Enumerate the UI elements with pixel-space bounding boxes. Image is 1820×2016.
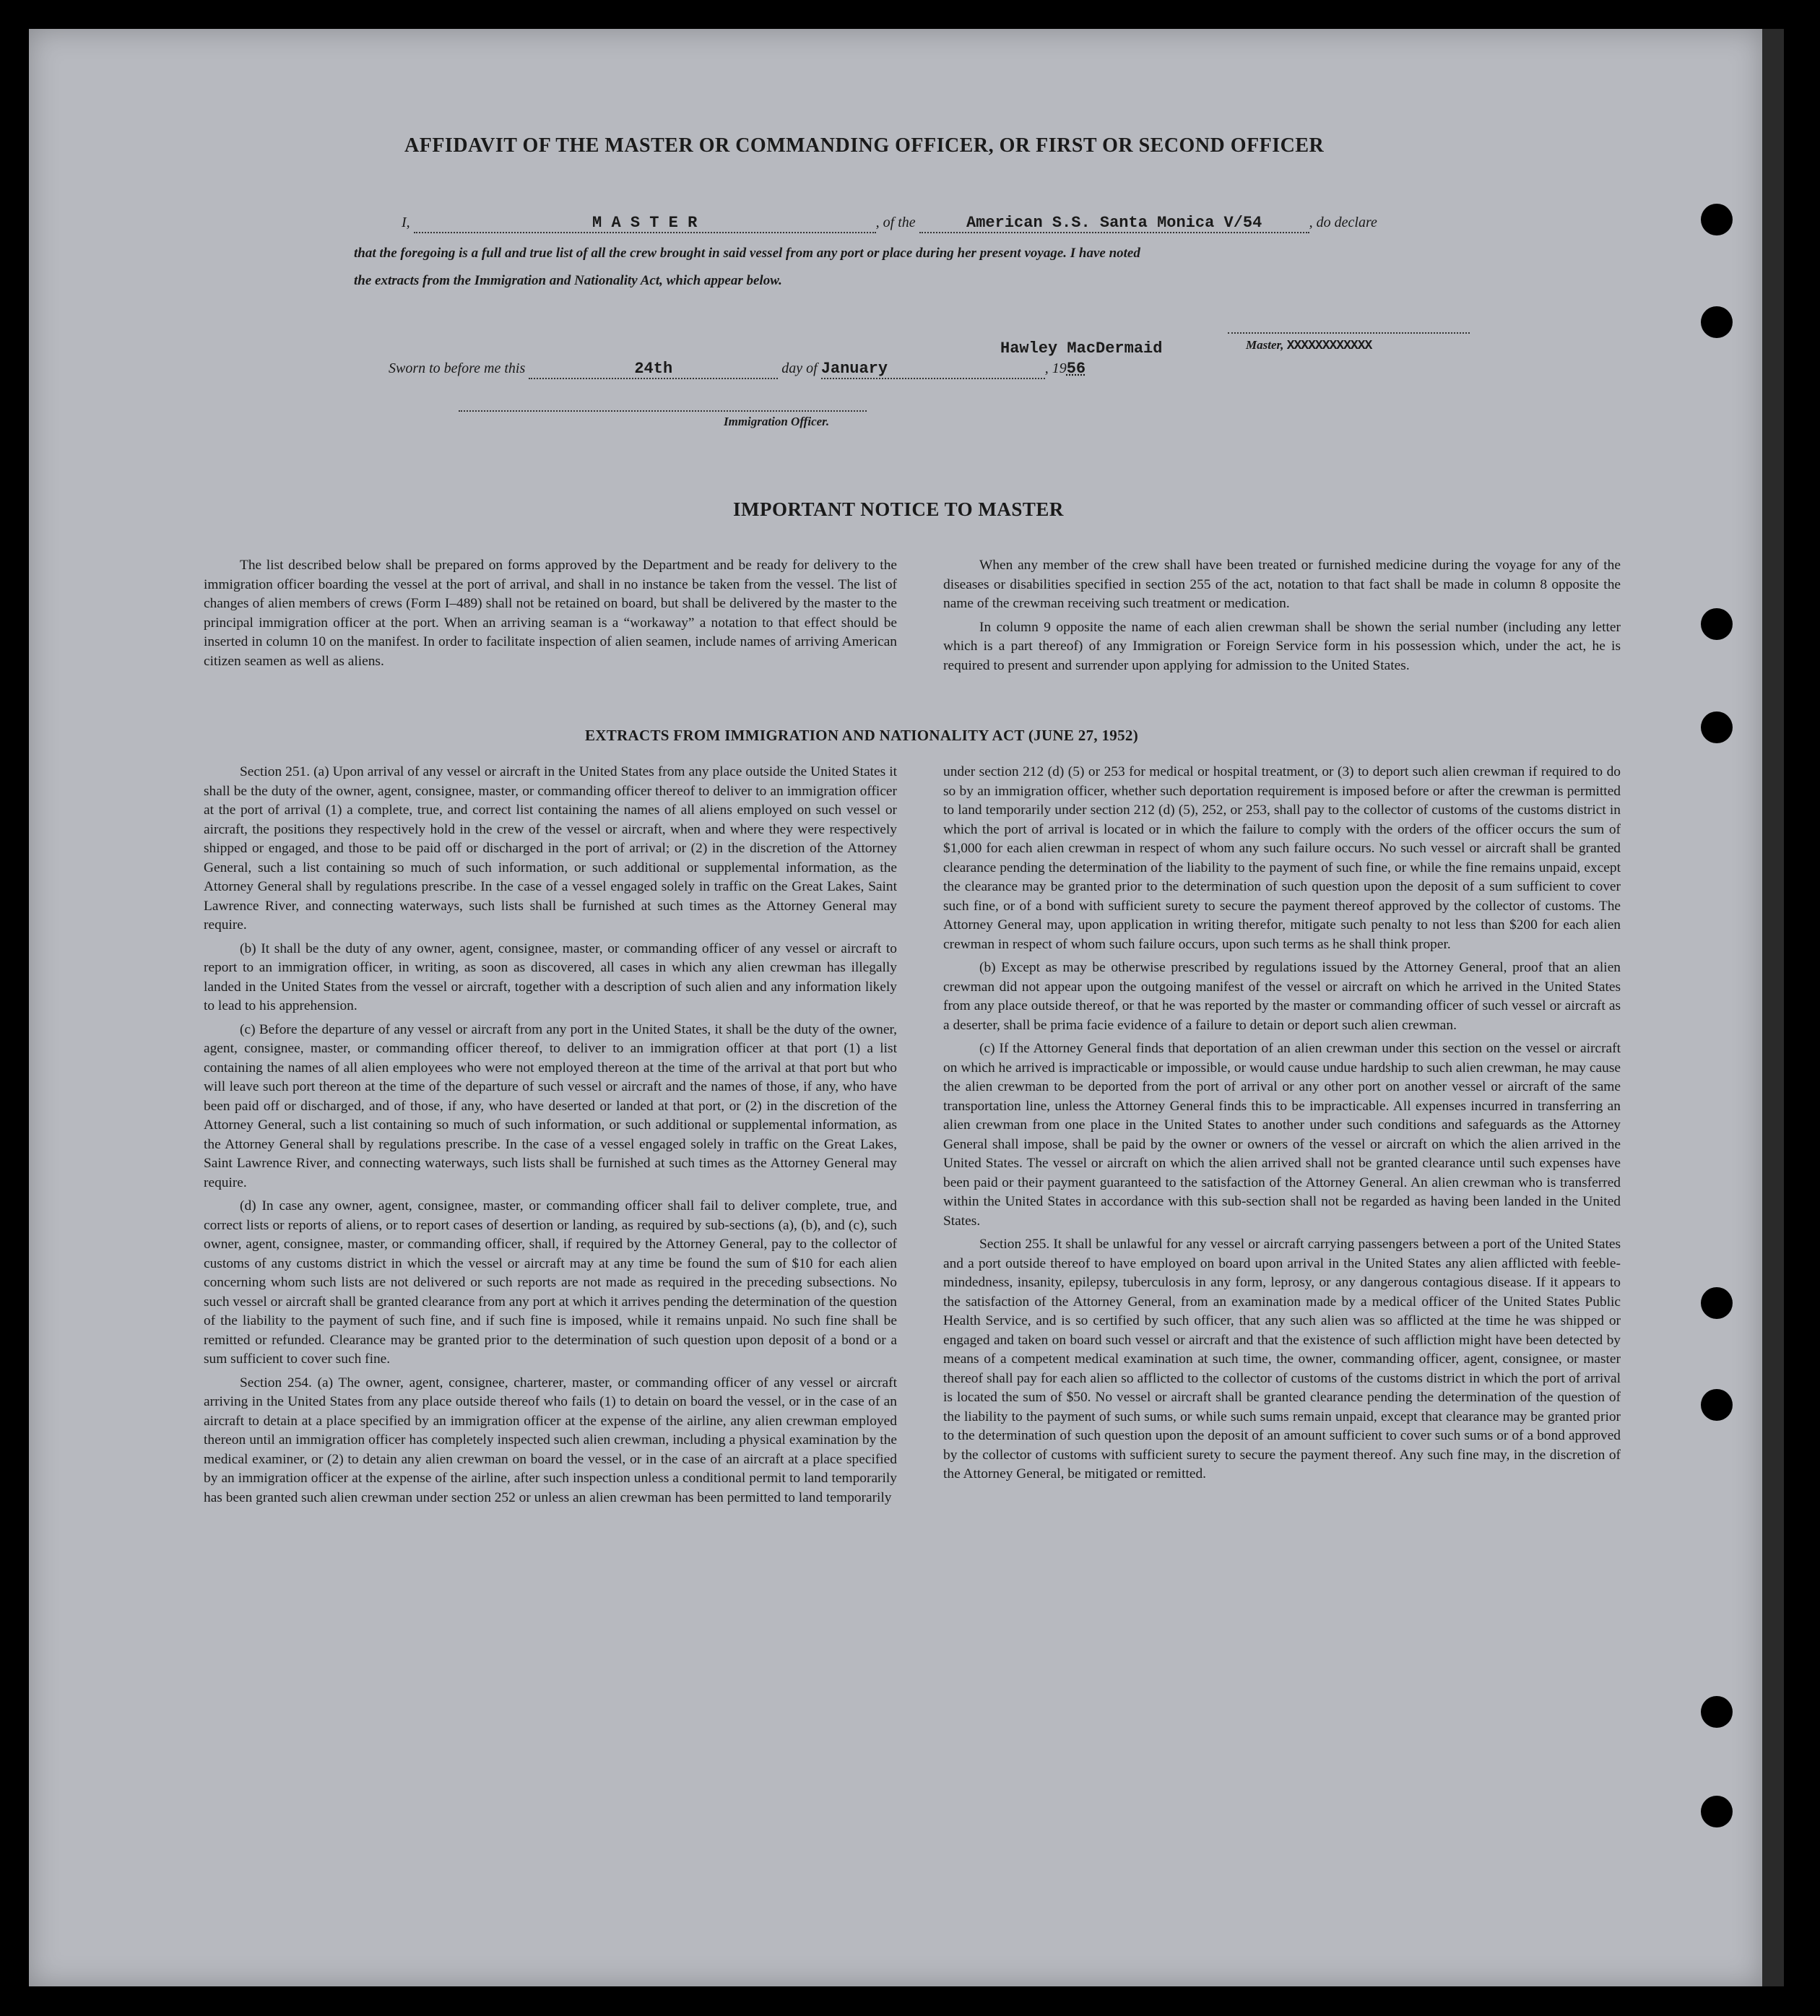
month-field (821, 360, 1045, 379)
section-paragraph: Section 255. It shall be unlawful for any vessel or aircraft carrying passengers between a port of the United States and a port outside thereof to have employed on board upon arrival in the United States any alien afflicted with feeble-mindedness, insanity, epilepsy, tuberculosis in any form, leprosy, or any dangerous contagious disease. If it appears to the satisfaction of the Attorney General, from an examination made by a medical officer of the United States Public Health Service, and is so certified by such officer, that any such alien was so afflicted at the time he was shipped or engaged and taken on board such vessel or aircraft and that the existence of such affliction might have been detected by means of a competent medical examination at such time, the owner, commanding officer, agent, consignee, or master thereof shall pay for each alien so afflicted to the collector of customs of the customs district in which the port of arrival is located the sum of $50. No vessel or aircraft shall be granted clearance pending the determination of the question of the liability to the payment of such sums, or while such sums remain unpaid, except that clearance may be granted prior to the determination of such question upon the deposit of an amount sufficient to cover such sums or of a bond approved by the collector of customs with sufficient surety to secure the payment thereof. Any such fine may, in the discretion of the Attorney General, be mitigated or remitted. (943, 1237, 1621, 1481)
signer-name-group (1000, 339, 1162, 358)
extracts-title: EXTRACTS FROM IMMIGRATION AND NATIONALITY ACT (JUNE 27, 1952) (585, 727, 1138, 744)
notice-paragraph: When any member of the crew shall have been treated or furnished medicine during the voyage for any of the diseases or disabilities specified in section 255 of the act, notation to that fact shall be made in column 8 opposite the name of the crewman receiving such treatment or medication. (943, 558, 1621, 611)
notice-title: IMPORTANT NOTICE TO MASTER (733, 498, 1064, 520)
declaration-text-1: that the foregoing is a full and true list of all the crew brought in said vessel from any port or place during her present voyage. I have noted (354, 246, 1140, 261)
binder-hole (1701, 1287, 1733, 1319)
officer-field (414, 214, 876, 233)
section-paragraph: (b) It shall be the duty of any owner, agent, consignee, master, or commanding officer of any vessel or aircraft to report to an immigration officer, in writing, as soon as discovered, all cases in which any alien crewman has illegally landed in the United States from the vessel or aircraft, together with a description of such alien and any information likely to lead to his apprehension. (204, 940, 897, 1013)
signer-name: Hawley MacDermaid (1000, 339, 1163, 358)
binder-hole (1701, 1389, 1733, 1421)
declaration-line (402, 214, 1377, 233)
notice-paragraph: The list described below shall be prepared on forms approved by the Department and be ready for delivery to the immigration officer boarding the vessel at the port of arrival, and shall in no instance be taken from the vessel. The list of changes of alien members of crews (Form I–489) shall not be retained on board, but shall be delivered by the master to the principal immigration officer at the port. When an arriving seaman is a “workaway” a notation to that effect should be inserted in column 10 on the manifest. In order to facilitate inspection of alien seamen, include names of arriving American citizen seamen as well as aliens. (204, 558, 897, 669)
vessel-field (919, 214, 1309, 233)
day-of-label: day of (781, 360, 818, 376)
declaration-text-2: the extracts from the Immigration and Nationality Act, which appear below. (354, 273, 782, 288)
officer-caption: Immigration Officer. (724, 415, 830, 428)
officer-value: M A S T E R (592, 214, 698, 232)
day-value: 24th (634, 360, 673, 378)
of-the-label: , of the (875, 215, 916, 230)
vessel-value: American S.S. Santa Monica V/54 (966, 214, 1262, 232)
section-paragraph: (c) Before the departure of any vessel or aircraft from any port in the United States, it shall be the duty of the owner, agent, consignee, master, or commanding officer thereof, to deliver to an immigration officer at that port (1) a list containing the names of all alien employees who were not employed thereon at the time of the arrival at that port but who will leave such port thereon at the time of the departure of such vessel or aircraft and the names of those, if any, who have been paid off or discharged, and of those, if any, who have deserted or landed at that port, or (2) in the discretion of the Attorney General, such a list containing so much of such information, or such additional or supplemental information, as the Attorney General shall by regulations prescribe. In the case of a vessel engaged solely in traffic on the Great Lakes, Saint Lawrence River, and connecting waterways, such lists shall be furnished at such times as the Attorney General may require. (204, 1021, 897, 1190)
extracts-right-column (943, 763, 1621, 1489)
binder-hole (1701, 204, 1733, 235)
sworn-line (389, 360, 1086, 379)
section-paragraph: under section 212 (d) (5) or 253 for medical or hospital treatment, or (3) to deport such alien crewman if required to do so by an immigration officer, whether such deportation requirement is imposed before or after the crewman is permitted to land temporarily under section 212 (d) (5), 252, or 253, shall pay to the collector of customs of the customs district in which the port of arrival is located or in which the failure to comply with the orders of the officer occurs the sum of $1,000 for each alien crewman in respect of whom any such failure occurs. No such vessel or aircraft shall be granted clearance pending the determination of the liability to the payment of such fine, or while the fine remains unpaid, except the clearance may be granted prior to the determination of such question upon the deposit of a sum sufficient to cover such fine, or of a bond with sufficient surety to secure the payment thereof approved by the collector of customs. The Attorney General may, upon application in writing therefor, mitigate such penalty to not less than $200 for each alien crewman in respect of whom such failure occurs, upon such terms as he shall think proper. (943, 764, 1621, 952)
sworn-label: Sworn to before me this (389, 360, 526, 376)
master-struck-text: XXXXXXXXXXXX (1286, 339, 1372, 353)
i-label: I, (402, 215, 410, 230)
day-field (529, 360, 778, 379)
master-signature-line (1228, 332, 1470, 334)
affidavit-title: AFFIDAVIT OF THE MASTER OR COMMANDING OFFICER, OR FIRST OR SECOND OFFICER (404, 134, 1325, 157)
section-paragraph: (d) In case any owner, agent, consignee, master, or commanding officer shall fail to deliver complete, true, and correct lists or reports of aliens, or to report cases of desertion or landing, as required by sub-sections (a), (b), and (c), such owner, agent, consignee, master, or commanding officer, shall, if required by the Attorney General, pay to the collector of customs of any customs district in which the vessel or aircraft may at any time be found the sum of $10 for each alien concerning whom such lists are not delivered or such reports are not made as required in the preceding subsections. No such vessel or aircraft shall be granted clearance from any port at which it arrives pending the determination of the question of the liability to the payment of such fine, and if such fine is imposed, while it remains unpaid. No such fine shall be remitted or refunded. Clearance may be granted prior to the determination of such question upon deposit of a bond or a sum sufficient to cover such fine. (204, 1198, 897, 1367)
extracts-left-column (204, 763, 897, 1512)
notice-paragraph: In column 9 opposite the name of each alien crewman shall be shown the serial number (including any letter which is a part thereof) of any Immigration or Foreign Service form in his possession which, under the act, he is required to present and surrender upon applying for admission to the United States. (943, 619, 1621, 673)
page-edge (1762, 29, 1784, 1986)
binder-hole (1701, 1696, 1733, 1728)
year-prefix: , 19 (1044, 360, 1067, 376)
do-declare-label: , do declare (1309, 215, 1377, 230)
binder-hole (1701, 306, 1733, 338)
binder-hole (1701, 711, 1733, 743)
binder-hole (1701, 608, 1733, 640)
section-paragraph: Section 254. (a) The owner, agent, consignee, charterer, master, or commanding officer of any vessel or aircraft arriving in the United States from any place outside thereof who fails (1) to detain on board the vessel, or in the case of an aircraft to detain at a place specified by an immigration officer at the expense of the airline, any alien crewman employed thereon until an immigration officer has completely inspected such alien crewman, including a physical examination by the medical examiner, or (2) to detain any alien crewman on board the vessel, or in the case of an aircraft at a place specified by an immigration officer at the expense of the airline, after such inspection unless a conditional permit to land temporarily has been granted such alien crewman under section 252 or unless an alien crewman has been permitted to land temporarily (204, 1375, 897, 1505)
month-value: January (820, 360, 888, 378)
officer-signature-line (459, 410, 867, 412)
notice-left-column (204, 556, 897, 675)
notice-right-column (943, 556, 1621, 680)
year-value: 56 (1066, 360, 1086, 378)
section-paragraph: Section 251. (a) Upon arrival of any vessel or aircraft in the United States from any place outside the United States it shall be the duty of the owner, agent, consignee, master, or commanding officer thereof to deliver to an immigration officer at the port of arrival (1) a complete, true, and correct list containing the names of all aliens employed on such vessel or aircraft, the positions they respectively hold in the crew of the vessel or aircraft, when and where they were respectively shipped or engaged, and those to be paid off or discharged in the port of arrival; or (2) in the discretion of the Attorney General, such a list containing so much of such information, or such additional or supplemental information, as the Attorney General shall by regulations prescribe. In the case of a vessel engaged solely in traffic on the Great Lakes, Saint Lawrence River, and connecting waterways, such lists shall be furnished at such times as the Attorney General may require. (204, 764, 897, 933)
master-label: Master, (1246, 338, 1284, 352)
binder-hole (1701, 1796, 1733, 1827)
master-label-group (1246, 338, 1372, 353)
section-paragraph: (c) If the Attorney General finds that deportation of an alien crewman under this section on the vessel or aircraft on which he arrived is impracticable or impossible, or would cause undue hardship to such alien crewman, he may cause the alien crewman to be deported from the port of arrival or any other port on another vessel or aircraft of the same transportation line, unless the Attorney General finds this to be impracticable. All expenses incurred in transferring an alien crewman from one place in the United States to another under such conditions and safeguards as the Attorney General shall impose, shall be paid by the owner or owners of the vessel or aircraft on which the alien arrived in the United States. The vessel or aircraft on which the alien arrived shall not be granted clearance until such expenses have been paid or their payment guaranteed to the satisfaction of the Attorney General. An alien crewman who is transferred within the United States in accordance with this sub-section shall not be regarded as having been landed in the United States. (943, 1041, 1621, 1229)
section-paragraph: (b) Except as may be otherwise prescribed by regulations issued by the Attorney General, proof that an alien crewman did not appear upon the outgoing manifest of the vessel or aircraft on which he arrived in the United States from any place outside thereof, or that he was reported by the master or commanding officer of such vessel or aircraft as a deserter, shall be prima facie evidence of a failure to detain or deport such alien crewman. (943, 960, 1621, 1033)
